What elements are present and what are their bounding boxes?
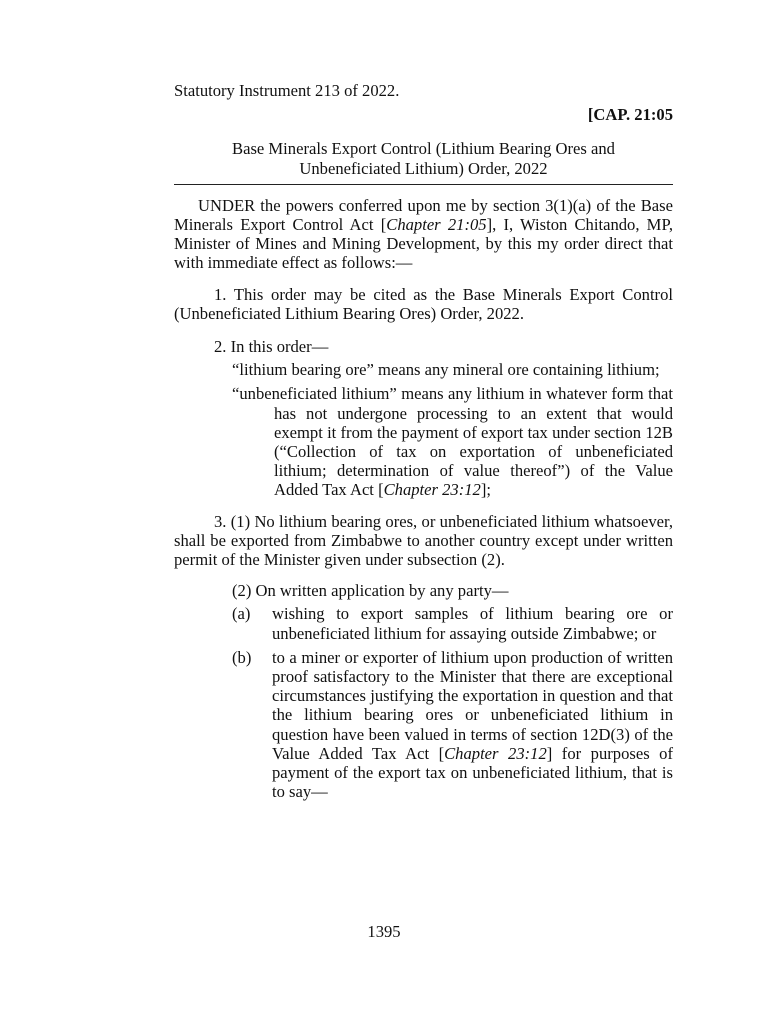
document-page xyxy=(174,81,673,802)
instrument-number: Statutory Instrument 213 of 2022. xyxy=(174,81,400,100)
definition-text-start: “unbeneficiated lithium” means any lithium in whatever form that has not undergone processing to an extent that would exempt it from the payment of export tax under section 12B (“Collection of tax on exportation of unbeneficiated lithium; determination of value thereof”) of the Value Added Tax Act [ xyxy=(232,384,673,500)
definition-chapter: Chapter 23:12 xyxy=(383,480,481,500)
list-item-b-text-end: ] for purposes of payment of the export tax on unbeneficiated lithium, that is to say— xyxy=(272,743,674,802)
list-item-a xyxy=(232,604,673,642)
section-3-subsection-1: 3. (1) No lithium bearing ores, or unbeneficiated lithium whatsoever, shall be exported from Zimbabwe to another country except under written permit of the Minister given under subsection (2). xyxy=(174,511,673,570)
preamble-text-start: UNDER the powers conferred upon me by section 3(1)(a) of the Base Minerals Export Control Act [ xyxy=(174,195,673,235)
list-item-b-text-start: to a miner or exporter of lithium upon production of written proof satisfactory to the Minister that there are exceptional circumstances justifying the exportation in question and that the lithium bearing ores or unbeneficiated lithium in question have been valued in terms of section 12D(3) of the Value Added Tax Act [ xyxy=(272,647,673,763)
section-3-subsection-2-intro: (2) On written application by any party— xyxy=(232,581,509,601)
order-title-line-1: Base Minerals Export Control (Lithium Bearing Ores and xyxy=(232,139,615,159)
list-item-b-text xyxy=(272,648,673,802)
definition-lithium-bearing-ore: “lithium bearing ore” means any mineral ore containing lithium; xyxy=(232,360,660,380)
title-divider xyxy=(174,184,673,185)
preamble-text-end: ], I, Wiston Chitando, MP, Minister of Mines and Mining Development, by this my order direct that with immediate effect as follows:— xyxy=(174,215,673,273)
preamble-paragraph xyxy=(174,196,673,273)
list-item-b xyxy=(232,648,673,802)
preamble-chapter: Chapter 21:05 xyxy=(386,215,487,235)
chapter-reference: [CAP. 21:05 xyxy=(587,105,673,125)
section-2-intro: 2. In this order— xyxy=(214,337,329,357)
list-item-b-label: (b) xyxy=(232,647,252,667)
section-1: 1. This order may be cited as the Base Minerals Export Control (Unbeneficiated Lithium Bearing Ores) Order, 2022. xyxy=(174,284,673,323)
list-item-b-chapter: Chapter 23:12 xyxy=(444,743,547,763)
order-title-line-2: Unbeneficiated Lithium) Order, 2022 xyxy=(299,158,548,178)
list-item-a-text: wishing to export samples of lithium bearing ore or unbeneficiated lithium for assaying outside Zimbabwe; or xyxy=(272,604,673,643)
definition-unbeneficiated-lithium xyxy=(232,384,673,499)
list-item-a-label: (a) xyxy=(232,604,251,624)
page-number: 1395 xyxy=(367,922,401,941)
order-title xyxy=(174,139,673,177)
definition-text-end: ]; xyxy=(480,480,491,500)
